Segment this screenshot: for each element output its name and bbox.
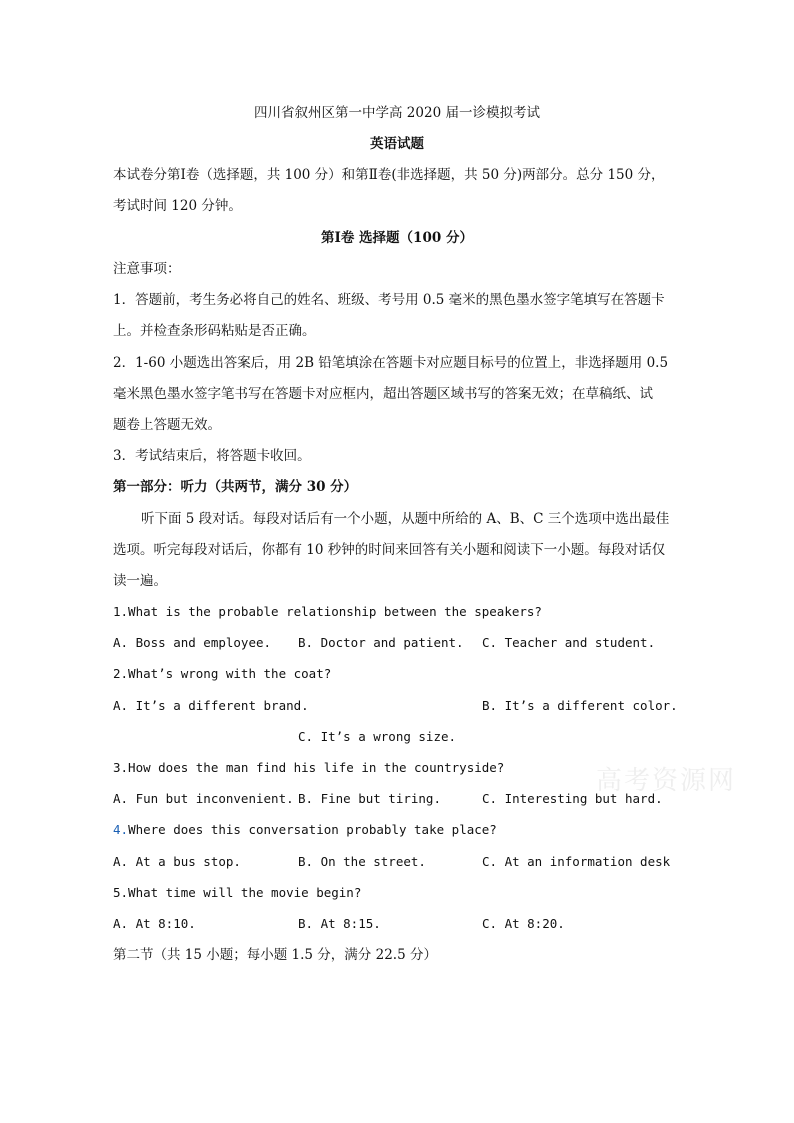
part-1-heading: 第一部分：听力（共两节，满分 30 分）	[113, 479, 358, 495]
note-2-line-1: 2．1-60 小题选出答案后，用 2B 铅笔填涂在答题卡对应题目标号的位置上，非选择题用 0.5	[113, 355, 669, 371]
intro-line-2: 考试时间 120 分钟。	[113, 198, 242, 214]
question-4-number: 4.	[113, 822, 129, 837]
question-2-option-a: A. It’s a different brand.	[113, 698, 309, 713]
part-1-instruction-line-2: 选项。听完每段对话后，你都有 10 秒钟的时间来回答有关小题和阅读下一小题。每段对话仅	[113, 542, 666, 558]
question-1-option-c: C. Teacher and student.	[482, 635, 656, 650]
question-5: 5.What time will the movie begin?	[113, 885, 362, 900]
question-2-option-b: B. It’s a different color.	[482, 698, 678, 713]
question-4	[113, 821, 497, 839]
question-1: 1.What is the probable relationship between the speakers?	[113, 604, 542, 619]
question-1-option-b: B. Doctor and patient.	[298, 635, 464, 650]
question-5-option-c: C. At 8:20.	[482, 916, 565, 931]
note-1-line-1: 1．答题前，考生务必将自己的姓名、班级、考号用 0.5 毫米的黑色墨水签字笔填写在答题卡	[113, 292, 665, 308]
question-1-option-a: A. Boss and employee.	[113, 635, 272, 650]
exam-title: 四川省叙州区第一中学高 2020 届一诊模拟考试	[254, 105, 540, 121]
question-3-option-c: C. Interesting but hard.	[482, 791, 663, 806]
note-1-line-2: 上。并检查条形码粘贴是否正确。	[113, 323, 316, 339]
question-4-option-b: B. On the street.	[298, 854, 426, 869]
question-5-option-b: B. At 8:15.	[298, 916, 381, 931]
section-1-title: 第Ⅰ卷 选择题（100 分）	[321, 230, 473, 246]
question-2-option-c: C. It’s a wrong size.	[298, 729, 457, 744]
note-2-line-2: 毫米黑色墨水签字笔书写在答题卡对应框内，超出答题区域书写的答案无效；在草稿纸、试	[113, 386, 653, 402]
question-4-option-c: C. At an information desk	[482, 854, 671, 869]
note-3: 3．考试结束后，将答题卡收回。	[113, 448, 311, 464]
subject-title: 英语试题	[370, 136, 424, 152]
watermark: 高考资源网	[596, 766, 737, 796]
part-1-instruction-line-1: 听下面 5 段对话。每段对话后有一个小题，从题中所给的 A、B、C 三个选项中选出最佳	[141, 511, 670, 527]
question-3-option-a: A. Fun but inconvenient.	[113, 791, 294, 806]
question-4-text: Where does this conversation probably take place?	[128, 822, 497, 837]
intro-line-1: 本试卷分第Ⅰ卷（选择题，共 100 分）和第Ⅱ卷(非选择题，共 50 分)两部分。总分 150 分，	[113, 167, 665, 183]
section-2-heading: 第二节（共 15 小题；每小题 1.5 分，满分 22.5 分）	[113, 947, 437, 963]
question-2: 2.What’s wrong with the coat?	[113, 666, 332, 681]
question-3: 3.How does the man find his life in the countryside?	[113, 760, 505, 775]
question-3-option-b: B. Fine but tiring.	[298, 791, 441, 806]
question-5-option-a: A. At 8:10.	[113, 916, 196, 931]
question-4-option-a: A. At a bus stop.	[113, 854, 241, 869]
notes-heading: 注意事项：	[113, 261, 181, 277]
note-2-line-3: 题卷上答题无效。	[113, 417, 221, 433]
part-1-instruction-line-3: 读一遍。	[113, 573, 167, 589]
